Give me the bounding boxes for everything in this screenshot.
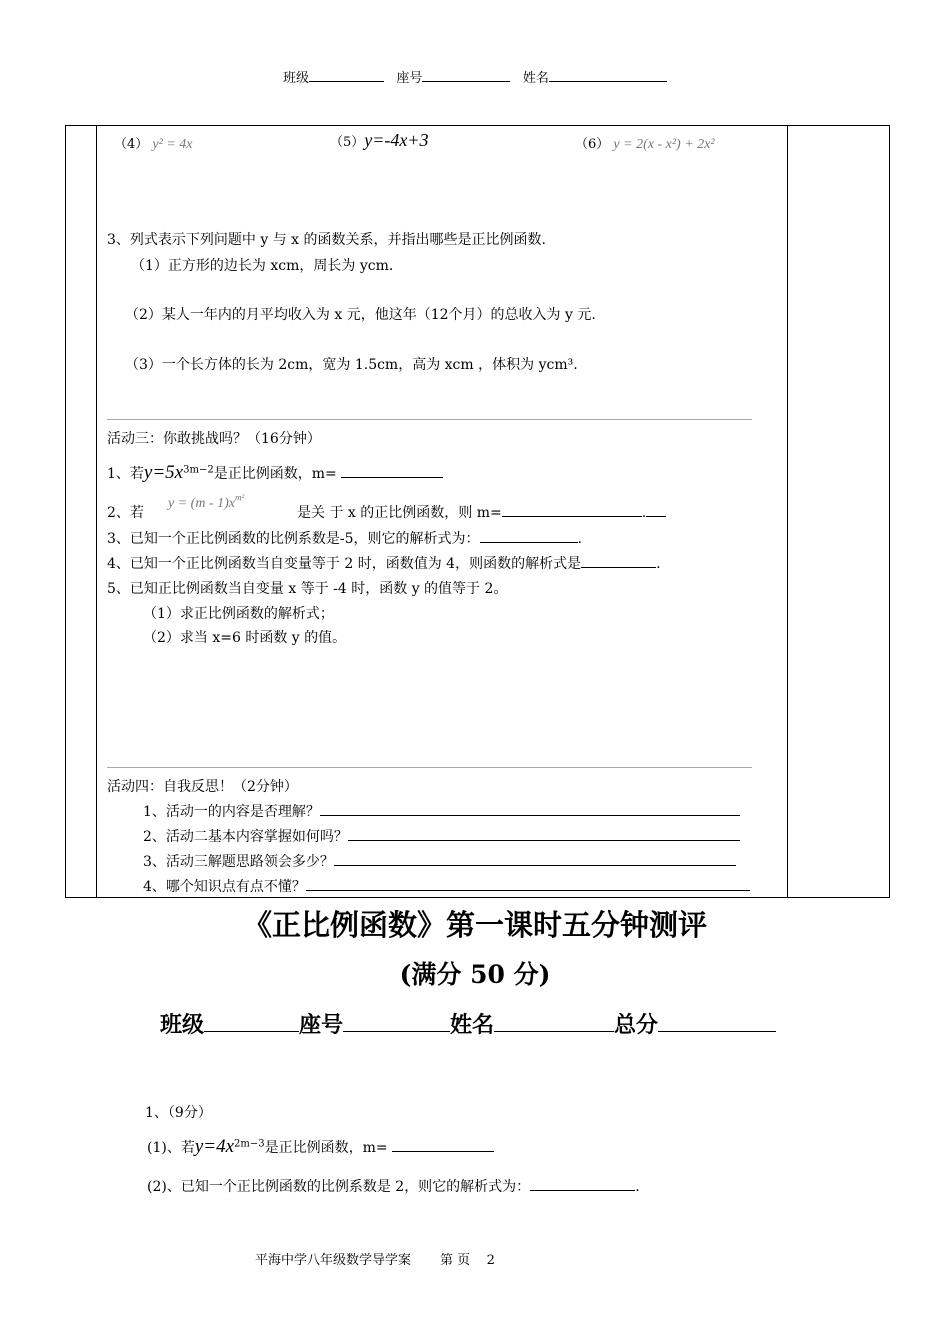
divider-1 xyxy=(107,419,752,420)
table-col-divider-right xyxy=(787,125,788,898)
table-bottom-border xyxy=(65,897,890,898)
a4-item-1-text: 1、活动一的内容是否理解？ xyxy=(143,804,320,820)
a3-q2-formula-wrap xyxy=(168,492,244,512)
a4-item-2-text: 2、活动二基本内容掌握如何吗？ xyxy=(143,829,348,845)
a4-item-1-blank[interactable] xyxy=(320,801,740,816)
a4-item-2-blank[interactable] xyxy=(348,826,740,841)
quiz-q1-1-suffix: 是正比例函数，m= xyxy=(264,1140,388,1156)
footer-school: 平海中学八年级数学导学案 xyxy=(255,1253,412,1268)
table-left-border xyxy=(65,125,66,898)
seat-blank[interactable] xyxy=(422,67,510,82)
quiz-info-line xyxy=(160,1007,776,1039)
quiz-seat-blank[interactable] xyxy=(343,1007,450,1032)
a3-q1-blank[interactable] xyxy=(341,463,443,478)
quiz-class-blank[interactable] xyxy=(204,1007,299,1032)
a3-q2-rest xyxy=(297,502,666,522)
quiz-q1-2 xyxy=(147,1176,640,1196)
section3-item-1: （1）正方形的边长为 xcm，周长为 ycm. xyxy=(131,258,394,274)
a3-q3-text: 3、已知一个正比例函数的比例系数是-5，则它的解析式为： xyxy=(107,531,480,547)
a3-q2-prefix: 2、若 xyxy=(107,505,144,521)
q4-formula: y² = 4x xyxy=(152,137,193,152)
a3-q2-formula: y = (m - 1)x xyxy=(168,496,235,511)
a3-q2-suffix: 是关 于 x 的正比例函数，则 m= xyxy=(297,505,502,521)
q6-item xyxy=(575,133,715,153)
section3-item-3: （3）一个长方体的长为 2cm，宽为 1.5cm，高为 xcm ，体积为 ycm³. xyxy=(125,357,578,373)
a3-q2-blank-tail xyxy=(646,502,666,517)
quiz-name-label: 姓名 xyxy=(450,1012,495,1038)
table-col-divider-left xyxy=(96,125,97,898)
a3-q1-formula: y=5x xyxy=(143,462,184,483)
quiz-total-label: 总分 xyxy=(614,1012,659,1038)
a3-q3-blank[interactable] xyxy=(480,528,578,543)
class-label: 班级 xyxy=(283,71,310,86)
a3-q4-blank[interactable] xyxy=(581,553,656,568)
footer xyxy=(255,1249,495,1268)
quiz-q1-1-prefix: (1)、若 xyxy=(147,1140,195,1156)
name-label: 姓名 xyxy=(522,71,549,86)
a3-q1 xyxy=(107,462,443,484)
a3-q5: 5、已知正比例函数当自变量 x 等于 -4 时，函数 y 的值等于 2。 xyxy=(107,581,508,597)
table-top-border xyxy=(65,125,890,126)
quiz-name-blank[interactable] xyxy=(494,1007,614,1032)
quiz-q1-2-text: (2)、已知一个正比例函数的比例系数是 2，则它的解析式为： xyxy=(147,1179,531,1195)
quiz-total-blank[interactable] xyxy=(658,1007,776,1032)
a4-item-4-text: 4、哪个知识点有点不懂？ xyxy=(143,879,306,895)
q4-label: （4） xyxy=(114,137,149,152)
a3-q2-end: . xyxy=(641,505,647,521)
header-info xyxy=(283,67,667,86)
a3-q4-end: . xyxy=(656,556,661,572)
section3-title: 3、列式表示下列问题中 y 与 x 的函数关系，并指出哪些是正比例函数. xyxy=(107,232,546,248)
a4-item-4-blank[interactable] xyxy=(306,876,750,891)
section3-item-2: （2）某人一年内的月平均收入为 x 元，他这年（12个月）的总收入为 y 元. xyxy=(125,307,596,323)
quiz-q1-1 xyxy=(147,1136,494,1158)
quiz-seat-label: 座号 xyxy=(299,1012,344,1038)
a3-q1-suffix: 是正比例函数，m= xyxy=(213,466,337,482)
a4-item-3-blank[interactable] xyxy=(334,851,736,866)
quiz-q1-1-exp: 2m−3 xyxy=(234,1138,265,1150)
q6-formula: y = 2(x - x²) + 2x² xyxy=(613,137,715,152)
q6-label: （6） xyxy=(575,137,610,152)
a3-q4-text: 4、已知一个正比例函数当自变量等于 2 时，函数值为 4，则函数的解析式是 xyxy=(107,556,582,572)
a4-item-1 xyxy=(143,801,740,821)
a3-q1-exp: 3m−2 xyxy=(183,464,214,476)
a3-q3-end: . xyxy=(577,531,582,547)
divider-2 xyxy=(107,767,752,768)
name-blank[interactable] xyxy=(549,67,667,82)
activity4-title: 活动四：自我反思！（2分钟） xyxy=(107,779,298,795)
quiz-q1-head: 1、（9分） xyxy=(145,1105,212,1121)
quiz-q1-2-blank[interactable] xyxy=(530,1176,635,1191)
a4-item-4 xyxy=(143,876,750,896)
a4-item-2 xyxy=(143,826,740,846)
a3-q4 xyxy=(107,553,661,573)
table-right-border xyxy=(889,125,890,898)
quiz-title: 《正比例函数》第一课时五分钟测评 xyxy=(242,908,707,942)
a3-q5-1: （1）求正比例函数的解析式； xyxy=(143,606,334,622)
class-blank[interactable] xyxy=(309,67,384,82)
quiz-q1-1-blank[interactable] xyxy=(392,1137,494,1152)
a3-q3 xyxy=(107,528,582,548)
a3-q2-blank[interactable] xyxy=(502,502,642,517)
a3-q5-2: （2）求当 x=6 时函数 y 的值。 xyxy=(143,630,347,646)
quiz-subtitle: (满分 50 分) xyxy=(399,960,551,989)
q5-item xyxy=(330,130,429,151)
a4-item-3-text: 3、活动三解题思路领会多少？ xyxy=(143,854,334,870)
q5-label: （5） xyxy=(330,135,365,150)
a3-q2-exp: m² xyxy=(234,492,245,503)
quiz-q1-2-end: . xyxy=(635,1179,640,1195)
q4-item xyxy=(114,133,193,153)
quiz-q1-1-formula: y=4x xyxy=(194,1136,235,1157)
footer-page-label: 第 页 xyxy=(439,1253,471,1268)
activity3-title: 活动三：你敢挑战吗？（16分钟） xyxy=(107,431,321,447)
seat-label: 座号 xyxy=(396,71,423,86)
footer-page-number: 2 xyxy=(486,1253,495,1268)
q5-formula: y=-4x+3 xyxy=(364,130,429,150)
a4-item-3 xyxy=(143,851,736,871)
quiz-class-label: 班级 xyxy=(160,1012,205,1038)
a3-q1-prefix: 1、若 xyxy=(107,466,144,482)
